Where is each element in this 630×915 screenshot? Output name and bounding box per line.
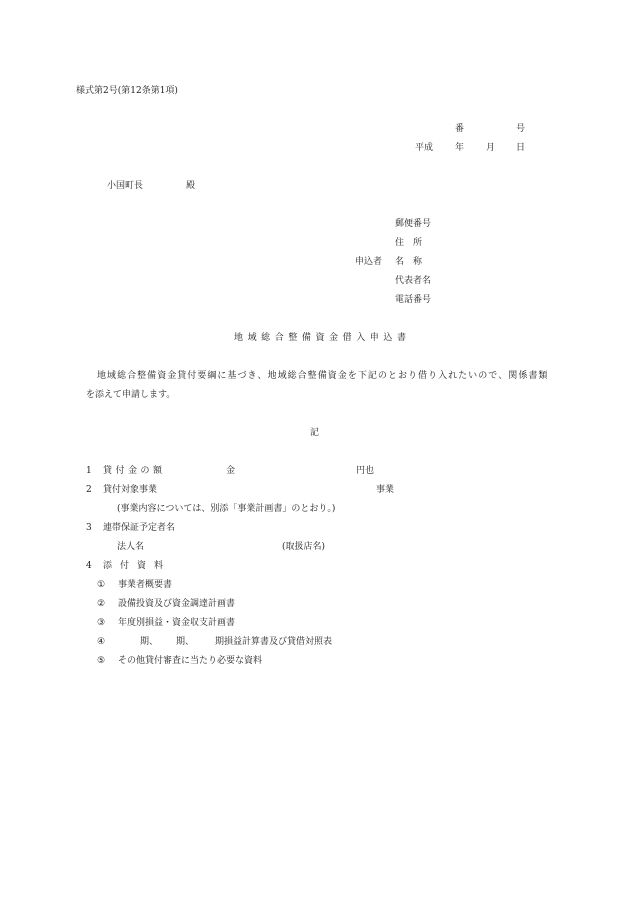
applicant-postal: 郵便番号 (395, 219, 432, 229)
addressee-honorific: 殿 (186, 181, 196, 191)
date-month: 月 (486, 143, 496, 153)
applicant-address: 住 所 (395, 238, 423, 248)
item4-number: 4 (86, 561, 92, 571)
attachment-1-mark: ① (97, 580, 106, 590)
attachment-5-text: その他貸付審査に当たり必要な資料 (118, 656, 263, 666)
item4-label: 添 付 資 料 (103, 561, 163, 571)
number-ban: 番 (455, 124, 465, 134)
attachment-4-part-1: 期、 (140, 637, 159, 647)
attachment-4-part-2: 期、 (176, 637, 195, 647)
item2-note: (事業内容については、別添「事業計画書」のとおり。) (117, 504, 336, 514)
body-line-1: 地域総合整備資金貸付要綱に基づき、地域総合整備資金を下記のとおり借り入れたいので、関係書類 (97, 371, 548, 381)
item3-label: 連帯保証予定者名 (103, 523, 176, 533)
document-title: 地 域 総 合 整 備 資 金 借 入 申 込 書 (234, 333, 406, 343)
date-era: 平成 (415, 143, 434, 153)
applicant-company: 名 称 (395, 257, 423, 267)
applicant-representative: 代表者名 (395, 276, 432, 286)
item1-unit: 円也 (356, 466, 375, 476)
body-line-2: を添えて申請します。 (86, 390, 176, 400)
item2-suffix: 事業 (376, 485, 395, 495)
item3-corp: 法人名 (117, 542, 145, 552)
attachment-5-mark: ⑤ (97, 656, 106, 666)
item2-label: 貸付対象事業 (103, 485, 158, 495)
date-day: 日 (516, 143, 526, 153)
attachment-2-text: 設備投資及び資金調達計画書 (118, 599, 236, 609)
attachment-3-mark: ③ (97, 618, 106, 628)
ki-label: 記 (310, 428, 320, 438)
applicant-phone: 電話番号 (395, 295, 432, 305)
attachment-3-text: 年度別損益・資金収支計画書 (118, 618, 236, 628)
item3-number: 3 (86, 523, 92, 533)
attachment-4-part-3: 期損益計算書及び貸借対照表 (215, 637, 333, 647)
applicant-label: 申込者 (355, 257, 383, 267)
item1-kin: 金 (226, 466, 236, 476)
item1-number: 1 (86, 466, 92, 476)
date-year: 年 (455, 143, 465, 153)
attachment-2-mark: ② (97, 599, 106, 609)
item1-label: 貸 付 金 の 額 (103, 466, 162, 476)
item3-store: (取扱店名) (282, 542, 326, 552)
attachment-1-text: 事業者概要書 (118, 580, 173, 590)
item2-number: 2 (86, 485, 92, 495)
form-label: 様式第2号(第12条第1項) (76, 86, 178, 96)
addressee-name: 小国町長 (107, 181, 144, 191)
number-go: 号 (516, 124, 526, 134)
attachment-4-mark: ④ (97, 637, 106, 647)
